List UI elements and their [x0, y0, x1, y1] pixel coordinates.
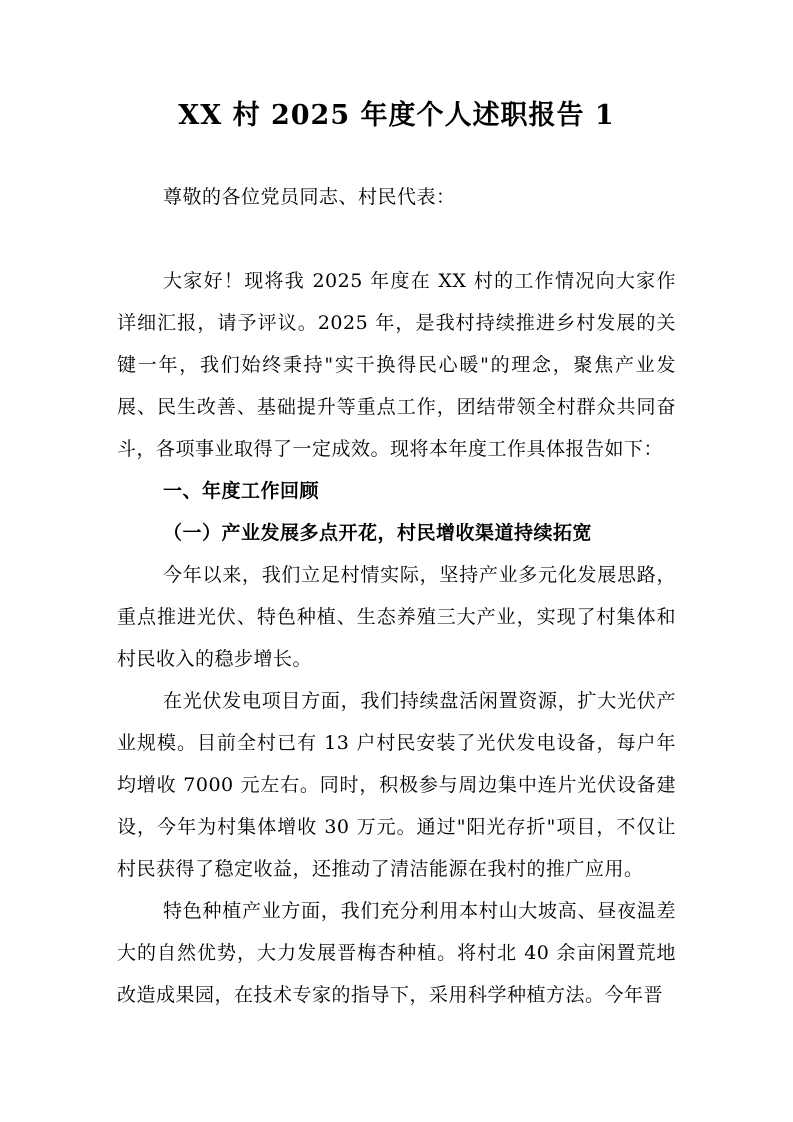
blank-line	[117, 218, 676, 260]
specialty-planting-paragraph: 特色种植产业方面，我们充分利用本村山大坡高、昼夜温差大的自然优势，大力发展晋梅杏种植。将村北 40 余亩闲置荒地改造成果园，在技术专家的指导下，采用科学种植方法。今年晋	[117, 900, 676, 1006]
solar-power-paragraph: 在光伏发电项目方面，我们持续盘活闲置资源，扩大光伏产业规模。目前全村已有 13 户村民安装了光伏发电设备，每户年均增收 7000 元左右。同时，积极参与周边集中连片光伏设备建设，今年为村集体增收 30 万元。通过"阳光存折"项目，不仅让村民获得了稳定收益，还推动了清洁能源在我村的推广应用。	[117, 690, 676, 880]
section-heading-annual-review: 一、年度工作回顾	[163, 480, 320, 502]
intro-paragraph: 大家好！现将我 2025 年度在 XX 村的工作情况向大家作详细汇报，请予评议。2025 年，是我村持续推进乡村发展的关键一年，我们始终秉持"实干换得民心暖"的理念，聚焦产业发展、民生改善、基础提升等重点工作，团结带领全村群众共同奋斗，各项事业取得了一定成效。现将本年度工作具体报告如下：	[117, 270, 676, 460]
salutation-paragraph: 尊敬的各位党员同志、村民代表：	[163, 186, 456, 208]
subsection-heading-industry-development: （一）产业发展多点开花，村民增收渠道持续拓宽	[163, 522, 593, 544]
document-title: XX 村 2025 年度个人述职报告 1	[178, 100, 615, 131]
industry-overview-paragraph: 今年以来，我们立足村情实际，坚持产业多元化发展思路，重点推进光伏、特色种植、生态养殖三大产业，实现了村集体和村民收入的稳步增长。	[117, 564, 676, 670]
